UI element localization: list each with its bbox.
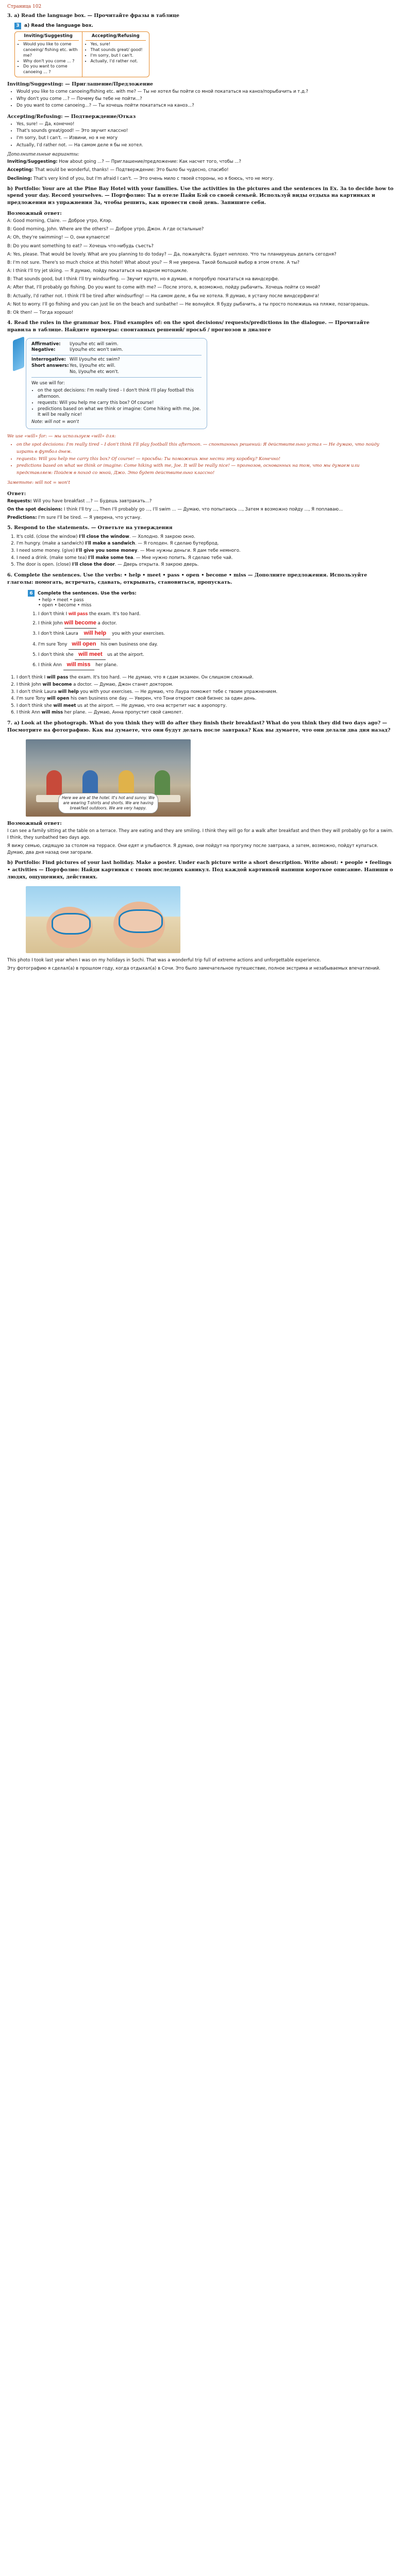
exercise6-header [28,590,193,597]
task3b-answer-heading: Возможный ответ: [7,210,62,216]
task7b-heading: b) Portfolio: Find pictures of your last holiday. Make a poster. Under each picture write a short description. Write about: • people • feelings • activities — Портфолио: Найди картинки с твоих последних каникул. Под каждой картинкой напиши короткое описание. Напиши о людях, ощущениях, действиях. [7,860,393,880]
accepting-list-item: • Yes, sure! — Да, конечно! [16,121,394,128]
speech-bubble: Here we are at the hotel. It's hot and sunny. We are wearing T-shirts and shorts. We are having breakfast outdoors. We are very happy. [58,793,158,813]
exercise6-verbs: • help • meet • pass • open • become • miss [38,598,92,608]
grammar-row-short-answers-2: No, I/you/he etc won't. [70,369,119,375]
will-usage-item: • on the spot decisions: I'm really tired – I don't think I'll play football this afternoon. — спонтанных решений: Я действительно устал — Не думаю, что пойду играть в футбол днем. [16,442,394,455]
exercise-number-badge: 6 [28,590,35,597]
extra-variant: Declining: That's very kind of you, but I'm afraid I can't. — Это очень мило с твоей стороны, но я боюсь, что не могу. [7,176,274,181]
accepting-item: • I'm sorry, but I can't. [91,53,146,59]
grammar-box-decoration [13,336,24,371]
accepting-column-title: Accepting/Refusing [86,33,146,41]
language-box-title: a) Read the language box. [24,23,93,29]
language-box-header [14,23,159,29]
task4-answer: Predictions: I'm sure I'll be tired. — Я уверена, что устану. [7,515,142,520]
task6-item: 5. I don't think she will meet us at the airport. — Не думаю, что она встретит нас в аэропорту. [16,703,394,710]
inviting-item: • Why don't you come ... ? [23,59,79,64]
accepting-item: • That sounds great/ good! [91,47,146,53]
language-box-image [14,23,159,77]
will-note: Заметьте: will not = won't [7,480,71,486]
grammar-row-short-answers: Short answers: Yes, I/you/he etc will. [31,363,115,369]
task7b-answer-en: This photo I took last year when I was on my holidays in Sochi. That was a wonderful trip full of extreme actions and unforgettable experience. [7,957,321,963]
grammar-row-interrogative: Interrogative: Will I/you/he etc swim? [31,357,120,363]
exercise6-image [28,590,193,670]
inviting-list [7,89,394,110]
task5-item: 1. It's cold. (close the window) I'll close the window. — Холодно. Я закрою окно. [16,534,394,541]
inviting-list-item: • Would you like to come canoeing/fishing etc. with me? — Ты не хотел бы пойти со мной покататься на каноэ/порыбачить и т.д.? [16,89,394,96]
accepting-list [7,121,394,149]
extra-variant: Inviting/Suggesting: How about going ...? — Приглашение/предложение: Как насчет того, чтобы ...? [7,159,241,165]
task4-answer-heading: Ответ: [7,490,26,497]
exercise6-title: Complete the sentences. Use the verbs: [38,590,137,596]
task3a-heading: 3. a) Read the language box. — Прочитайте фразы в таблице [7,13,179,19]
task5-item: 4. I need a drink. (make some tea) I'll make some tea. — Мне нужно попить. Я сделаю тебе чай. [16,555,394,562]
task4-answer: Requests: Will you have breakfast ...? — Будешь завтракать...? [7,498,152,504]
grammar-use-item: • predictions based on what we think or imagine: Come hiking with me, Joe. It will be really nice! [38,406,202,419]
dialogue-line: B: I'm not sure. There's so much choice at this hotel! What about you? — Я не уверена. Такой большой выбор в этом отеле. А ты? [7,260,300,265]
dialogue-line: A: Not to worry. I'll go fishing and you can just lie on the beach and sunbathe! — Не волнуйся. Я буду рыбачить, а ты просто полежишь на пляже, позагораешь. [7,301,370,307]
exercise-number-badge: 3 [14,23,21,29]
dialogue-line: A: Good morning, Claire. — Доброе утро, Клэр. [7,218,112,224]
grammar-row-affirmative: Affirmative: I/you/he etc will swim. [31,341,119,347]
task5-item: 5. The door is open. (close) I'll close the door. — Дверь открыта. Я закрою дверь. [16,562,394,569]
exercise6-line: 3. I don't think Laura will help you with your exercises. [38,629,193,639]
inviting-list-item: • Do you want to come canoeing...? — Ты хочешь пойти покататься на каноэ...? [16,103,394,110]
grammar-use-section [31,381,202,426]
task5-heading: 5. Respond to the statements. — Ответьте на утверждения [7,525,173,531]
accepting-list-item: • That's sounds great/good! — Это звучит классно! [16,128,394,135]
task7a-heading: 7. a) Look at the photograph. What do you think they will do after they finish their breakfast? What do you think they did two days ago? — Посмотрите на фотографию. Как вы думаете, что они будут делать после завтрака? Как вы думаете, что они делали два дня назад? [7,720,391,733]
inviting-item: • Would you like to come canoeing/ fishing etc. with me? [23,42,79,58]
grammar-box-image [26,338,207,430]
dialogue-line: B: Good morning, John. Where are the others? — Доброе утро, Джон. А где остальные? [7,227,204,232]
inviting-column-title: Inviting/Suggesting [18,33,79,41]
task7a-answer-en: I can see a family sitting at the table on a terrace. They are eating and they are smiling. I think they will go for a walk after breakfast and then they will probably go for a swim. I think, they sunbathed two days ago. [7,828,394,840]
dialogue-line: B: Ok then! — Тогда хорошо! [7,310,74,315]
task3b-heading: b) Portfolio: Your are at the Pine Bay Hotel with your families. Use the activities in the pictures and the sentences in Ex. 3a to decide how to spend your day. Record yourselves. — Портфолио: Ты в отеле Пайн Бэй со своей семьей. Используй виды отдыха на картинках и предложения из упражнения 3а, чтобы решить, как провести свой день. Запишите себя. [7,185,394,206]
accepting-item: • Actually, I'd rather not. [91,59,146,64]
task7b-answer-ru: Эту фотографию я сделал(а) в прошлом году, когда отдыхал(а) в Сочи. Это было замечательное путешествие, полное экстрима и незабываемых впечатлений. [7,965,380,971]
task6-item: 4. I'm sure Tony will open his own business one day. — Уверен, что Тони откроет свой бизнес за один день. [16,696,394,703]
will-usage-item: • requests: Will you help me carry this box? Of course! — просьбы: Ты поможешь мне нести эту коробку? Конечно! [16,456,394,463]
inviting-item: • Do you want to come canoeing ... ? [23,64,79,75]
exercise6-line: 2. I think John will become a doctor. [38,618,193,629]
grammar-use-heading: We use will for: [31,381,65,386]
dialogue-line: B: That sounds good, but I think I'll try windsurfing. — Звучит круто, но я думаю, я попробую покататься на виндсерфе. [7,277,279,282]
will-usage-heading: We use «will» for: — мы используем «will» для: [7,434,116,439]
will-usage-item: • predictions based on what we think or imagine: Come hiking with me, Joe. It will be really nice! — прогнозов, основанных на том, что мы думаем или представляем: Пойдем в поход со мной, Джо. Это будет действительно классно! [16,463,394,477]
page-number: Страница 102 [7,4,42,9]
family-breakfast-photo [26,739,191,817]
exercise6-line: 1. I don't think I will pass the exam. It's too hard. [38,610,193,618]
accepting-heading: Accepting/Refusing: — Подтверждение/Отказ [7,113,136,120]
dialogue-line: A: Yes, please. That would be lovely. What are you planning to do today? — Да, пожалуйста. Будет неплохо. Что ты планируешь делать сегодня? [7,251,337,257]
task7a-answer-ru: Я вижу семью, сидящую за столом на террасе. Они едят и улыбаются. Я думаю, они пойдут на прогулку после завтрака, а затем, возможно, пойдут купаться. Думаю, два дня назад они загорали. [7,843,378,856]
grammar-use-item: • on the spot decisions: I'm really tired - I don't think I'll play football this afternoon. [38,388,202,400]
task5-item: 2. I'm hungry. (make a sandwich) I'll make a sandwich. — Я голоден. Я сделаю бутерброд. [16,540,394,548]
dialogue-line: B: Actually, I'd rather not. I think I'll be tired after windsurfing! — На самом деле, я бы не хотела. Я думаю, я устану после виндсерфинга! [7,293,320,299]
dialogue-line: A: Oh, they're swimming! — О, они купаются! [7,235,110,241]
dialogue [7,218,394,316]
inviting-column [15,32,82,77]
accepting-list-item: • I'm sorry, but I can't. — Извини, но я не могу [16,135,394,142]
task7a-answer-heading: Возможный ответ: [7,820,62,826]
dialogue-line: B: Do you want something to eat? — Хочешь что-нибудь съесть? [7,243,154,249]
extra-variants-heading: Дополнительные варианты: [7,152,79,158]
accepting-item: • Yes, sure! [91,42,146,47]
task6-item: 1. I don't think I will pass the exam. It's too hard. — Не думаю, что я сдам экзамен. Он слишком сложный. [16,674,394,682]
extra-variant: Accepting: That would be wonderful, thanks! — Подтверждение: Это было бы чудесно, спасибо! [7,167,229,173]
accepting-column [82,32,149,77]
task6-heading: 6. Complete the sentences. Use the verbs: • help • meet • pass • open • become • miss — Дополните предложения. Используйте глаголы: помогать, встречать, сдавать, открывать, становиться, пропускать. [7,572,367,585]
inviting-heading: Inviting/Suggesting: — Приглашение/Предложение [7,81,153,88]
page [0,0,401,979]
exercise6-line: 5. I don't think she will meet us at the airport. [38,650,193,660]
task5-item: 3. I need some money. (give) I'll give you some money. — Мне нужны деньги. Я дам тебе немного. [16,548,394,555]
snorkeling-kids-photo [26,886,180,953]
task6-item: 3. I don't think Laura will help you with your exercises. — Не думаю, что Лаура поможет тебе с твоим упражнением. [16,689,394,696]
grammar-note: Note: will not = won't [31,419,79,425]
grammar-row-negative: Negative: I/you/he etc won't swim. [31,347,123,353]
language-box-table [14,31,149,77]
task6-list [7,674,394,717]
dialogue-line: A: After that, I'll probably go fishing. Do you want to come with me? — После этого, я, возможно, пойду рыбачить. Хочешь пойти со мной? [7,285,321,291]
exercise6-line: 6. I think Ann will miss her plane. [38,660,193,670]
accepting-list-item: • Actually, I'd rather not. — На самом деле я бы не хотел. [16,142,394,149]
task6-item: 6. I think Ann will miss her plane. — Думаю, Анна пропустит свой самолет. [16,709,394,717]
dialogue-line: A: I think I'll try jet skiing. — Я думаю, пойду покататься на водном мотоцикле. [7,268,188,274]
inviting-list-item: • Why don't you come ...? — Почему бы тебе не пойти...? [16,96,394,103]
will-usage-list [7,442,394,477]
task4-answer: On the spot decisions: I think I'll try ..., Then I'll probably go ..., I'll swim ... — Думаю, что попытаюсь ..., Затем я возможно пойду ..., Я поплаваю... [7,506,343,512]
task5-list [7,534,394,569]
grammar-use-item: • requests: Will you help me carry this box? Of course! [38,400,202,406]
task4-heading: 4. Read the rules in the grammar box. Find examples of: on the spot decisions/ requests/predictions in the dialogue. — Прочитайте правила в таблице. Найдите примеры: спонтанных решений/ просьб / прогнозов в диалоге [7,320,370,333]
task6-item: 2. I think John will become a doctor. — Думаю, Джон станет доктором. [16,682,394,689]
exercise6-line: 4. I'm sure Tony will open his own business one day. [38,639,193,650]
